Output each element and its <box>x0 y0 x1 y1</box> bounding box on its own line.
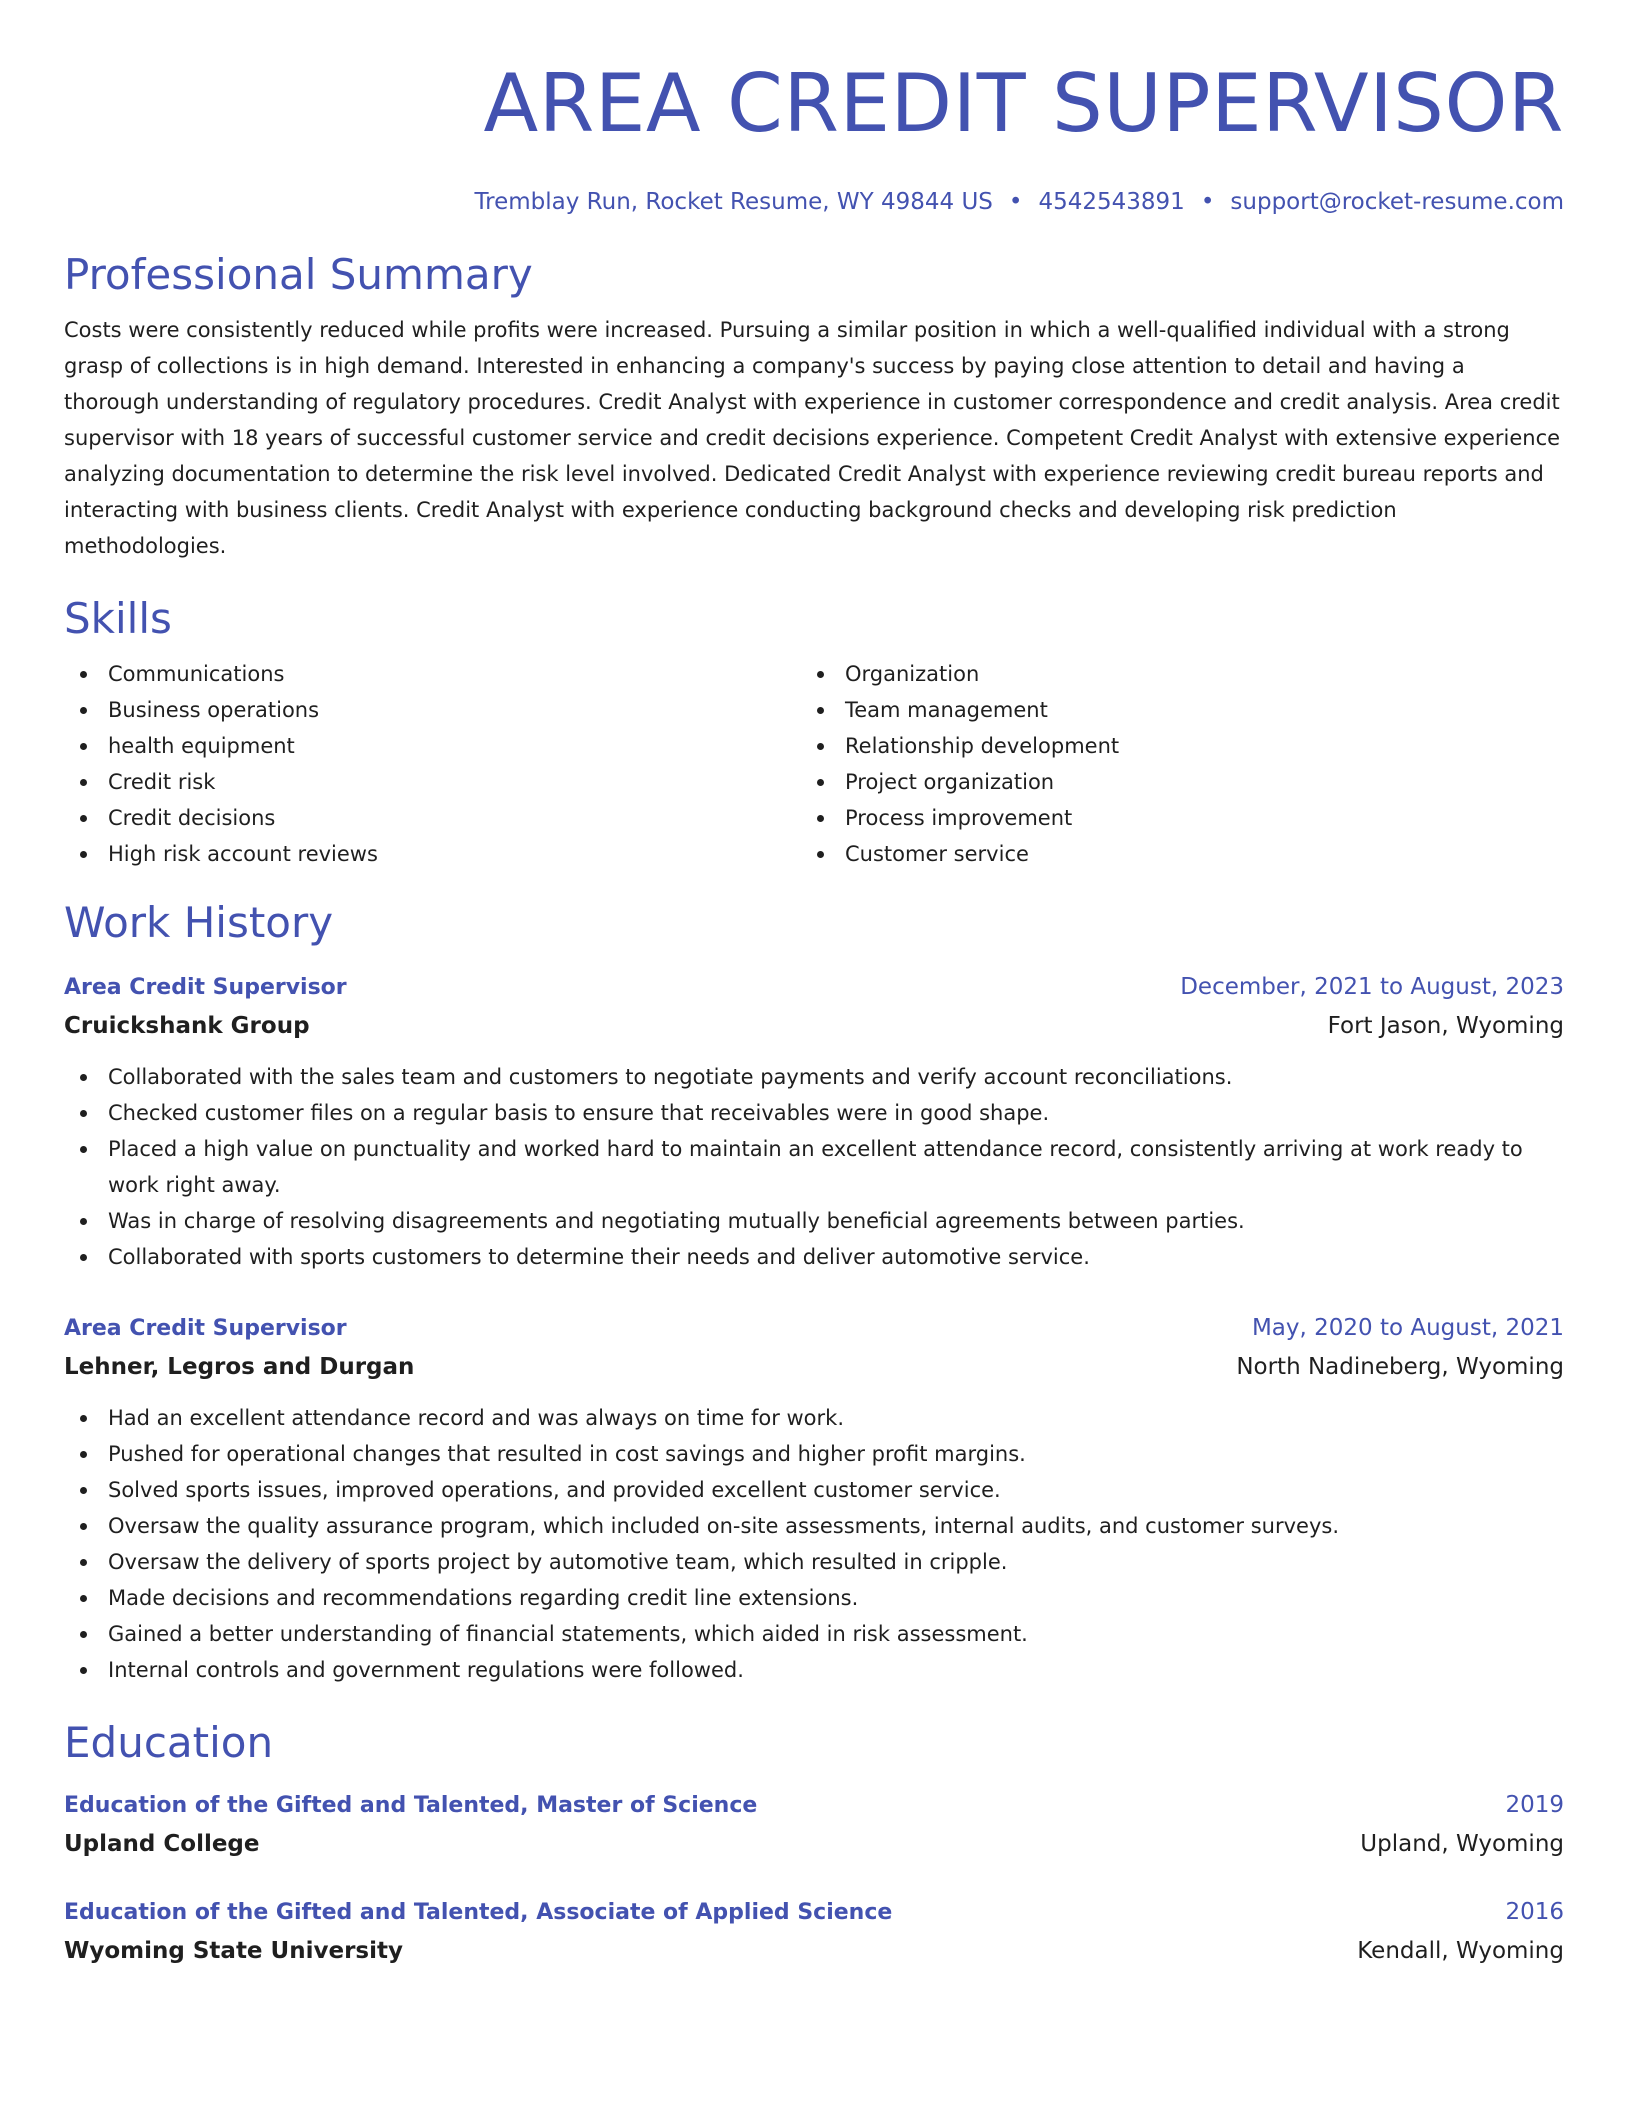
skill-item: High risk account reviews <box>64 836 801 872</box>
skill-item: health equipment <box>64 728 801 764</box>
candidate-title: AREA CREDIT SUPERVISOR <box>483 57 1564 150</box>
job-bullets <box>64 1400 1564 1688</box>
skill-item: Organization <box>801 656 1538 692</box>
education-school-row <box>64 1825 1564 1863</box>
job-bullet: Pushed for operational changes that resulted in cost savings and higher profit margins. <box>64 1436 1564 1472</box>
job-bullet: Checked customer files on a regular basis to ensure that receivables were in good shape. <box>64 1095 1564 1131</box>
job-dates: December, 2021 to August, 2023 <box>1180 974 1564 1000</box>
skill-item: Credit risk <box>64 764 801 800</box>
skill-item: Project organization <box>801 764 1538 800</box>
education-degree: Education of the Gifted and Talented, Associate of Applied Science <box>64 1900 893 1925</box>
section-title-summary: Professional Summary <box>64 250 533 299</box>
job-role: Area Credit Supervisor <box>64 1316 347 1341</box>
skill-item: Team management <box>801 692 1538 728</box>
summary-text: Costs were consistently reduced while profits were increased. Pursuing a similar position in which a well-qualified individual with a strong grasp of collections is in high demand. Interested in enhancing a company's success by paying close attention to detail and having a thorough understanding of regulatory procedures. Credit Analyst with experience in customer correspondence and credit analysis. Area credit supervisor with 18 years of successful customer service and credit decisions experience. Competent Credit Analyst with extensive experience analyzing documentation to determine the risk level involved. Dedicated Credit Analyst with experience reviewing credit bureau reports and interacting with business clients. Credit Analyst with experience conducting background checks and developing risk prediction methodologies. <box>64 318 1561 558</box>
education-location: Upland, Wyoming <box>1360 1831 1564 1857</box>
education-school: Upland College <box>64 1831 260 1857</box>
skill-item: Relationship development <box>801 728 1538 764</box>
education-header-row <box>64 1893 1564 1932</box>
contact-separator: • <box>1200 189 1215 215</box>
skill-item: Customer service <box>801 836 1538 872</box>
education-location: Kendall, Wyoming <box>1357 1938 1564 1964</box>
education-year: 2019 <box>1505 1792 1564 1818</box>
job-bullet: Collaborated with the sales team and customers to negotiate payments and verify account reconciliations. <box>64 1059 1564 1095</box>
section-title-skills: Skills <box>64 594 172 643</box>
job-header-row <box>64 968 1564 1007</box>
job-location: Fort Jason, Wyoming <box>1327 1013 1564 1039</box>
job-location: North Nadineberg, Wyoming <box>1236 1354 1564 1380</box>
job-company: Cruickshank Group <box>64 1013 310 1039</box>
education-year: 2016 <box>1505 1899 1564 1925</box>
skill-item: Communications <box>64 656 801 692</box>
job-header-row <box>64 1309 1564 1348</box>
skills-column-left <box>64 656 801 872</box>
section-title-education: Education <box>64 1718 274 1767</box>
job-company-row <box>64 1007 1564 1045</box>
job-bullet: Oversaw the delivery of sports project by automotive team, which resulted in cripple. <box>64 1544 1564 1580</box>
skill-item: Business operations <box>64 692 801 728</box>
contact-address: Tremblay Run, Rocket Resume, WY 49844 US <box>474 189 993 215</box>
contact-phone[interactable]: 4542543891 <box>1038 189 1185 215</box>
section-title-work-history: Work History <box>64 898 334 947</box>
job-role: Area Credit Supervisor <box>64 975 347 1000</box>
job-entry <box>64 968 1564 1275</box>
job-bullet: Was in charge of resolving disagreements and negotiating mutually beneficial agreements between parties. <box>64 1203 1564 1239</box>
contact-line <box>64 188 1564 216</box>
education-header-row <box>64 1786 1564 1825</box>
education-school: Wyoming State University <box>64 1938 403 1964</box>
job-bullet: Gained a better understanding of financial statements, which aided in risk assessment. <box>64 1616 1564 1652</box>
skill-item: Process improvement <box>801 800 1538 836</box>
education-school-row <box>64 1932 1564 1970</box>
education-degree: Education of the Gifted and Talented, Master of Science <box>64 1793 758 1818</box>
job-bullet: Made decisions and recommendations regarding credit line extensions. <box>64 1580 1564 1616</box>
job-bullet: Solved sports issues, improved operations, and provided excellent customer service. <box>64 1472 1564 1508</box>
job-bullet: Collaborated with sports customers to determine their needs and deliver automotive service. <box>64 1239 1564 1275</box>
skills-column-right <box>801 656 1538 872</box>
skill-item: Credit decisions <box>64 800 801 836</box>
job-bullet: Had an excellent attendance record and was always on time for work. <box>64 1400 1564 1436</box>
contact-separator: • <box>1008 189 1023 215</box>
education-entry <box>64 1786 1564 1863</box>
job-bullet: Oversaw the quality assurance program, which included on-site assessments, internal audits, and customer surveys. <box>64 1508 1564 1544</box>
contact-email[interactable]: support@rocket-resume.com <box>1230 189 1564 215</box>
job-company-row <box>64 1348 1564 1386</box>
job-company: Lehner, Legros and Durgan <box>64 1354 415 1380</box>
job-bullet: Placed a high value on punctuality and worked hard to maintain an excellent attendance record, consistently arriving at work ready to work right away. <box>64 1131 1564 1203</box>
resume-header <box>64 56 1564 216</box>
education-entry <box>64 1893 1564 1970</box>
job-dates: May, 2020 to August, 2021 <box>1251 1315 1564 1341</box>
job-bullet: Internal controls and government regulations were followed. <box>64 1652 1564 1688</box>
job-entry <box>64 1309 1564 1688</box>
skills-list <box>64 656 1564 872</box>
job-bullets <box>64 1059 1564 1275</box>
